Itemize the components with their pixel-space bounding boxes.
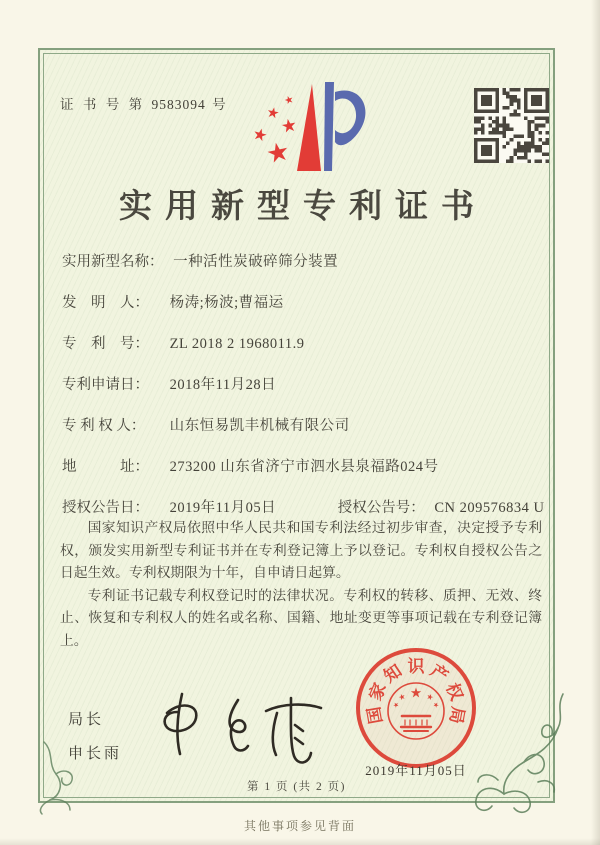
field-label: 授权公告号： <box>337 500 425 516</box>
field-value: 山东恒易凯丰机械有限公司 <box>169 418 350 434</box>
field-label: 专 利 号： <box>62 336 149 352</box>
back-side-note: 其他事项参见背面 <box>243 819 356 833</box>
logo-blue-p <box>324 82 365 171</box>
field-label: 实用新型名称： <box>62 254 164 270</box>
legal-paragraph-1: 国家知识产权局依照中华人民共和国专利法经过初步审查，决定授予专利权，颁发实用新型专利证书并在专利登记簿上予以登记。专利权自授权公告之日起生效。专利权期限为十年，自申请日起算。 <box>60 520 542 580</box>
field-value: 273200 山东省济宁市泗水县泉福路024号 <box>169 459 439 475</box>
scan-edge-shadow <box>0 838 600 845</box>
scan-edge-shadow <box>591 0 600 845</box>
field-label: 专 利 权 人： <box>62 418 146 434</box>
svg-text:局: 局 <box>446 705 468 726</box>
corner-flourish-icon <box>468 688 578 816</box>
field-value: 2018年11月28日 <box>169 377 277 393</box>
field-filing-date <box>62 373 276 394</box>
legal-text <box>60 517 542 652</box>
signer-title: 局长 <box>68 712 105 728</box>
field-patent-number <box>62 332 305 353</box>
cert-no-number: 9583094 <box>151 97 206 112</box>
field-value: CN 209576834 U <box>434 500 545 516</box>
field-label: 授权公告日： <box>62 500 149 516</box>
field-value: 2019年11月05日 <box>169 500 277 516</box>
page-number: 第 1 页 (共 2 页) <box>246 781 347 793</box>
svg-text:权: 权 <box>442 680 467 704</box>
field-value: ZL 2018 2 1968011.9 <box>169 336 305 352</box>
field-value: 杨涛;杨波;曹福运 <box>169 295 284 311</box>
logo-red-wedge <box>297 84 321 171</box>
signer-name: 申长雨 <box>68 746 123 762</box>
svg-text:国: 国 <box>364 705 386 726</box>
field-patentee <box>62 414 350 435</box>
seal-date: 2019年11月05日 <box>365 763 467 778</box>
field-label: 地 址： <box>62 459 149 475</box>
svg-text:产: 产 <box>426 660 452 687</box>
field-inventor <box>62 291 284 312</box>
cnipa-patent-logo-icon <box>231 80 371 176</box>
national-ip-office-seal-icon <box>353 646 479 772</box>
field-label: 专利申请日： <box>62 377 149 393</box>
director-signature-icon <box>140 686 330 771</box>
svg-text:识: 识 <box>407 657 425 676</box>
field-grant-announcement <box>62 496 544 517</box>
qr-code-icon <box>474 88 549 163</box>
cert-no-prefix: 证 书 号 第 <box>60 97 146 112</box>
corner-flourish-icon <box>34 738 106 816</box>
field-address <box>62 455 439 476</box>
certificate-number-line <box>60 93 229 113</box>
svg-text:家: 家 <box>365 680 390 704</box>
field-label: 发 明 人： <box>62 295 149 311</box>
svg-text:知: 知 <box>380 660 406 687</box>
certificate-title: 实用新型专利证书 <box>119 189 487 225</box>
cert-no-suffix: 号 <box>212 97 229 112</box>
logo-stars <box>253 95 297 164</box>
legal-paragraph-2: 专利证书记载专利权登记时的法律状况。专利权的转移、质押、无效、终止、恢复和专利权人的姓名或名称、国籍、地址变更等事项记载在专利登记簿上。 <box>60 587 542 648</box>
field-utility-model-name <box>62 250 338 271</box>
field-value: 一种活性炭破碎筛分装置 <box>173 254 339 270</box>
